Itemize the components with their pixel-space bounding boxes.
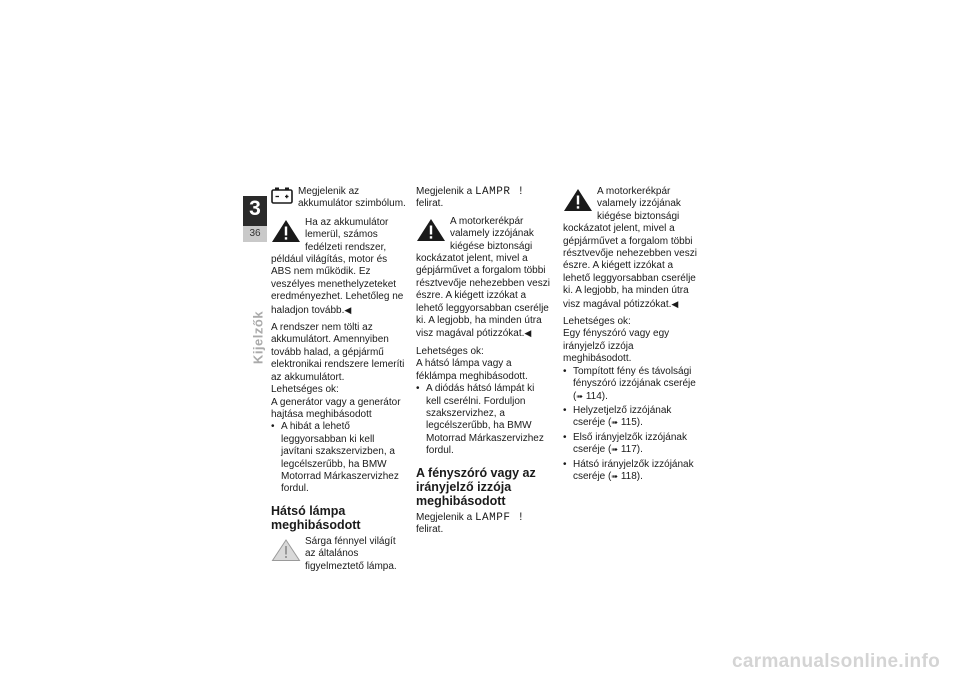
chapter-number: 3 bbox=[249, 197, 261, 220]
bulb-warning-text: A motorkerékpár valamely izzójának kiégése biztonsági kockázatot jelent, mivel a gépjárművet a forgalom többi résztvevője nehezebben veszi észre. A kiégett izzókat a lehető leggyorsabban cserélje ki. A legjobb, ha minden útra visz magával pótizzókat. bbox=[416, 215, 550, 340]
lampf-message: Megjelenik a LAMPF ! felirat. bbox=[416, 511, 525, 535]
list-item: • Hátsó irányjelzők izzójának cseréje (➠ 118). bbox=[563, 459, 699, 484]
cause-text: A hátsó lámpa vagy a féklámpa meghibásodott. bbox=[416, 358, 528, 382]
headlight-heading: A fényszóró vagy az irányjelző izzója meghibásodott bbox=[416, 465, 536, 508]
display-code-lampf: LAMPF ! bbox=[474, 511, 525, 524]
reference-arrow-icon: ➠ bbox=[611, 418, 619, 428]
charge-paragraph: A rendszer nem tölti az akkumulátort. Amennyiben tovább halad, a gépjármű elektronikai rendszere lemeríti az akkumulátort. bbox=[271, 322, 405, 383]
replacement-list bbox=[563, 366, 699, 484]
end-mark: ◀ bbox=[524, 328, 532, 339]
general-warning-text: Sárga fénnyel világít az általános figyelmeztető lámpa. bbox=[305, 535, 397, 572]
list-item: • Első irányjelzők izzójának cseréje (➠ 117). bbox=[563, 432, 699, 457]
warning-triangle-icon bbox=[563, 188, 593, 212]
column-2 bbox=[416, 186, 552, 541]
cause-text: Egy fényszóró vagy egy irányjelző izzója meghibásodott. bbox=[563, 328, 670, 365]
page-number: 36 bbox=[243, 226, 267, 242]
cause-label: Lehetséges ok: bbox=[563, 316, 631, 328]
warning-triangle-icon bbox=[271, 219, 301, 243]
cause-label: Lehetséges ok: bbox=[416, 345, 484, 357]
bulb-warning-text: A motorkerékpár valamely izzójának kiégése biztonsági kockázatot jelent, mivel a gépjárművet a forgalom többi résztvevője nehezebben veszi észre. A kiégett izzókat a lehető leggyorsabban cserélje ki. A legjobb, ha minden útra visz magával pótizzókat. bbox=[563, 186, 697, 310]
battery-text: Megjelenik az akkumulátor szimbólum. bbox=[298, 186, 406, 210]
bulb-warning bbox=[563, 186, 699, 311]
list-item: • Tompított fény és távolsági fényszóró izzójának cseréje (➠ 114). bbox=[563, 366, 699, 403]
rear-light-heading: Hátsó lámpa meghibásodott bbox=[271, 503, 361, 532]
watermark: carmanualsonline.info bbox=[732, 651, 940, 672]
warning-triangle-outline-icon bbox=[271, 538, 301, 562]
end-mark: ◀ bbox=[671, 298, 679, 309]
general-warning-note bbox=[271, 536, 407, 573]
cause-text: A generátor vagy a generátor hajtása meghibásodott bbox=[271, 396, 401, 420]
bulb-warning bbox=[416, 216, 552, 341]
page-reference[interactable]: 118 bbox=[620, 470, 637, 482]
cause-label: Lehetséges ok: bbox=[271, 384, 339, 396]
chapter-title: Kijelzők bbox=[250, 310, 266, 365]
reference-arrow-icon: ➠ bbox=[611, 471, 619, 481]
battery-warning bbox=[271, 217, 407, 317]
action-list bbox=[271, 421, 407, 495]
list-item: • A diódás hátsó lámpát ki kell cserélni. Forduljon szakszervizhez, a legcélszerűbb, ha BMW Motorrad Márkaszervizhez fordul. bbox=[416, 383, 552, 457]
end-mark: ◀ bbox=[344, 304, 352, 315]
action-list bbox=[416, 383, 552, 457]
lampr-message: Megjelenik a LAMPR ! felirat. bbox=[416, 186, 525, 210]
reference-arrow-icon: ➠ bbox=[611, 445, 619, 455]
column-1 bbox=[271, 186, 407, 578]
reference-arrow-icon: ➠ bbox=[576, 391, 584, 401]
list-item: • A hibát a lehető leggyorsabban ki kell javítani szakszervizben, a legcélszerűbb, ha BMW Motorrad Márkaszervizhez fordul. bbox=[271, 421, 407, 495]
battery-symbol-row bbox=[271, 186, 407, 211]
chapter-tab bbox=[243, 196, 267, 242]
display-code-lampr: LAMPR ! bbox=[474, 186, 525, 198]
page-reference[interactable]: 114 bbox=[585, 390, 602, 402]
warning-triangle-icon bbox=[416, 218, 446, 242]
page-reference[interactable]: 115 bbox=[620, 417, 637, 429]
list-item: • Helyzetjelző izzójának cseréje (➠ 115). bbox=[563, 405, 699, 430]
page-reference[interactable]: 117 bbox=[620, 444, 637, 456]
battery-icon bbox=[271, 186, 293, 204]
column-3 bbox=[563, 186, 699, 487]
battery-warning-text: Ha az akkumulátor lemerül, számos fedélzeti rendszer, például világítás, motor és ABS nem működik. Ez veszélyes menethelyzeteket eredményezhet. Lehetőleg ne haladjon tovább. bbox=[271, 216, 404, 316]
